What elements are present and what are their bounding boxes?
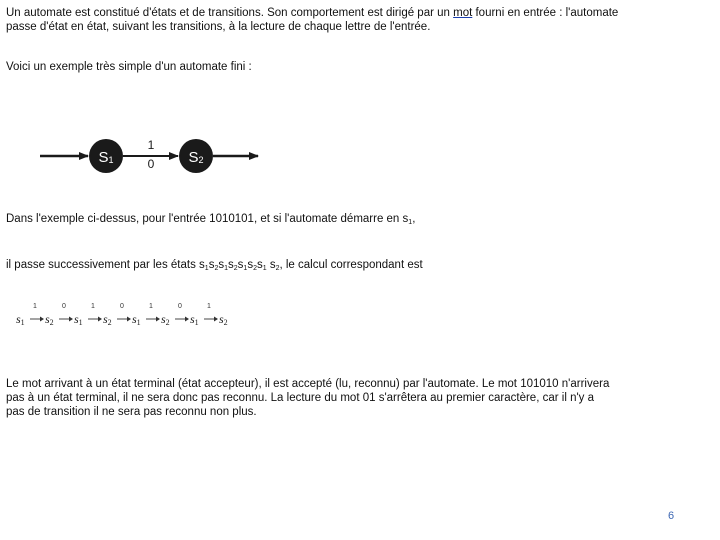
calc-input-label: 0 xyxy=(178,303,182,310)
calc-input-label: 1 xyxy=(149,303,153,310)
intro-line-2: passe d'état en état, suivant les transitions, à la lecture de chaque lettre de l'entrée. xyxy=(6,21,431,33)
page-number: 6 xyxy=(668,510,675,522)
sequence-state: s xyxy=(208,259,215,271)
calc-state: s2 xyxy=(161,312,170,327)
intro-line-1 xyxy=(6,6,618,20)
state-s2-label: S2 xyxy=(188,149,204,166)
input-sentence-text: Dans l'exemple ci-dessus, pour l'entrée 1010101, et si l'automate démarre en s xyxy=(6,213,409,225)
conclusion-line-1: Le mot arrivant à un état terminal (état accepteur), il est accepté (lu, reconnu) par l'automate. Le mot 101010 n'arrivera xyxy=(6,378,610,390)
calc-state: s2 xyxy=(45,312,54,327)
calc-state: s1 xyxy=(16,312,25,327)
calc-arrowhead xyxy=(156,317,160,322)
sequence-state: s xyxy=(218,259,225,271)
calc-arrowhead xyxy=(214,317,218,322)
start-state-sub: 1 xyxy=(408,219,413,226)
sequence-state: s xyxy=(269,259,276,271)
sequence-state-sub: 1 xyxy=(224,265,228,272)
state-sequence xyxy=(199,259,279,271)
calc-state: s1 xyxy=(132,312,141,327)
intro-text-end: fourni en entrée : l'automate xyxy=(472,7,619,19)
calc-input-label: 1 xyxy=(33,303,37,310)
sequence-state-sub: 2 xyxy=(214,265,219,272)
calc-input-label: 1 xyxy=(91,303,95,310)
sequence-prefix: il passe successivement par les états xyxy=(6,259,200,271)
intro-text-start: Un automate est constitué d'états et de transitions. Son comportement est dirigé par un xyxy=(6,7,454,19)
sequence-suffix: , le calcul correspondant est xyxy=(279,259,423,271)
intro-paragraph xyxy=(6,6,618,34)
calc-arrowhead xyxy=(185,317,189,322)
sequence-state: s xyxy=(237,259,244,271)
sequence-state-sub: 2 xyxy=(233,265,238,272)
calc-state: s2 xyxy=(103,312,112,327)
input-sentence-end: , xyxy=(412,213,416,225)
sequence-state: s xyxy=(228,259,234,271)
calc-state: s1 xyxy=(190,312,199,327)
calc-input-label: 1 xyxy=(207,303,211,310)
transition-label-1: 1 xyxy=(147,138,155,152)
conclusion-paragraph xyxy=(6,377,609,419)
state-sequence-sentence xyxy=(6,258,423,276)
state-s1-label: S1 xyxy=(98,149,114,166)
calc-input-label: 0 xyxy=(120,303,124,310)
sequence-state-sub: 2 xyxy=(253,265,257,272)
calc-arrowhead xyxy=(98,317,102,322)
calc-state: s1 xyxy=(74,312,83,327)
conclusion-line-3: pas de transition il ne sera pas reconnu non plus. xyxy=(6,406,257,418)
example-input-sentence xyxy=(6,212,415,230)
automaton-diagram xyxy=(38,136,268,180)
calc-arrowhead xyxy=(69,317,73,322)
calc-input-label: 0 xyxy=(62,303,66,310)
mot-link[interactable]: mot xyxy=(453,7,473,19)
sequence-state-sub: 2 xyxy=(275,265,280,272)
calculation-formula xyxy=(14,298,228,328)
sequence-state-sub: 1 xyxy=(262,265,267,272)
calc-state: s2 xyxy=(219,312,228,327)
sequence-state: s xyxy=(199,259,205,271)
sequence-state: s xyxy=(247,259,254,271)
calc-arrowhead xyxy=(40,317,44,322)
conclusion-line-2: pas à un état terminal, il ne sera donc pas reconnu. La lecture du mot 01 s'arrêtera au premier caractère, car il n'y a xyxy=(6,392,594,404)
sequence-state-sub: 1 xyxy=(243,265,248,272)
example-intro: Voici un exemple très simple d'un automate fini : xyxy=(6,61,252,73)
sequence-state-sub: 1 xyxy=(204,265,209,272)
calc-arrowhead xyxy=(127,317,131,322)
sequence-state: s xyxy=(256,259,263,271)
transition-label-0: 0 xyxy=(147,157,155,171)
